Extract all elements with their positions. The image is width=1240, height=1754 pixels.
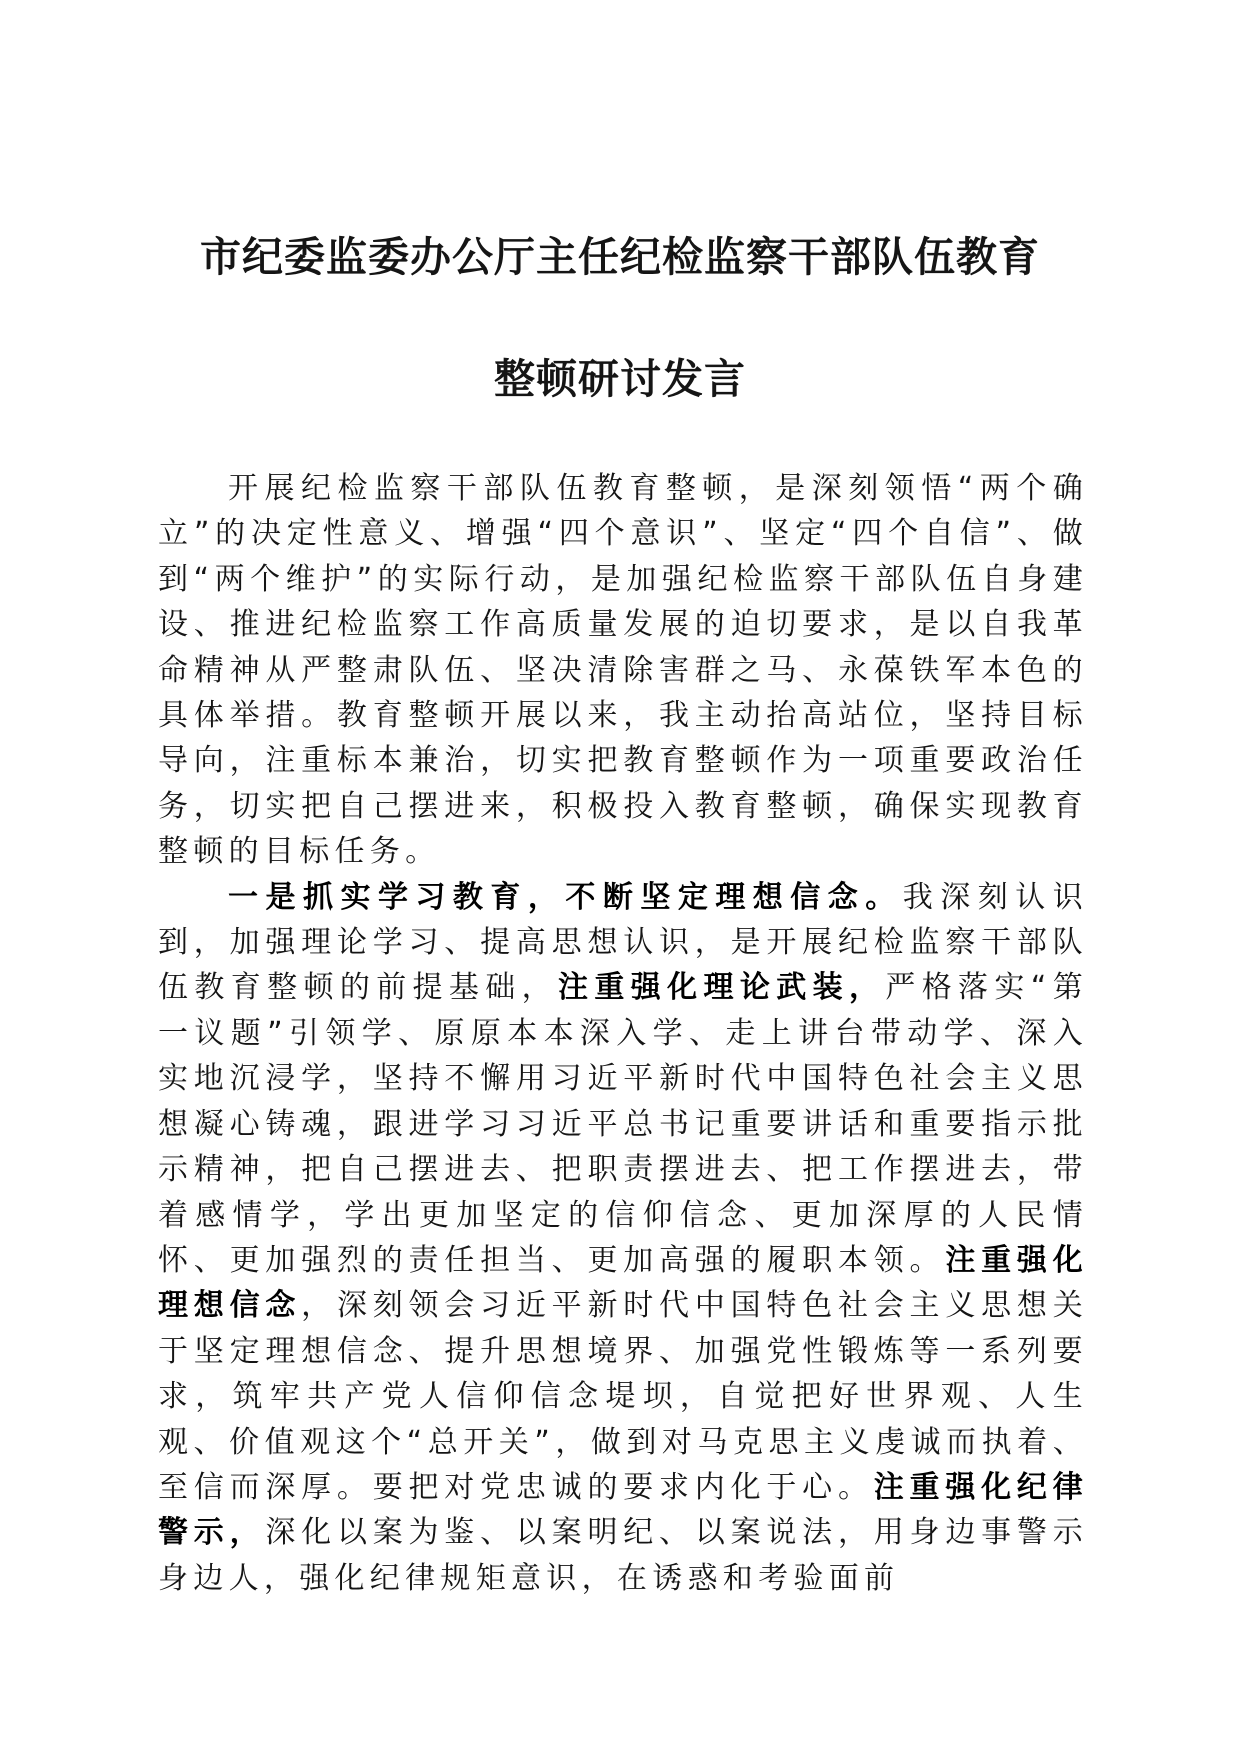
section-one-text-4: 深化以案为鉴、以案明纪、以案说法，用身边事警示身边人，强化纪律规矩意识，在诱惑和考验面前 [158, 1515, 1088, 1596]
document-title-line-1: 市纪委监委办公厅主任纪检监察干部队伍教育 [200, 233, 1040, 281]
section-one-heading: 一是抓实学习教育，不断坚定理想信念。 [228, 879, 903, 915]
section-one-paragraph [158, 875, 1088, 1602]
ideals-beliefs-heading: 注重强化理想信念 [158, 1242, 1088, 1324]
intro-paragraph: 开展纪检监察干部队伍教育整顿，是深刻领悟“两个确立”的决定性意义、增强“四个意识”、坚定“四个自信”、做到“两个维护”的实际行动，是加强纪检监察干部队伍自身建设、推进纪检监察工作高质量发展的迫切要求，是以自我革命精神从严整肃队伍、坚决清除害群之马、永葆铁军本色的具体举措。教育整顿开展以来，我主动抬高站位，坚持目标导向，注重标本兼治，切实把教育整顿作为一项重要政治任务，切实把自己摆进来，积极投入教育整顿，确保实现教育整顿的目标任务。 [158, 471, 1088, 870]
section-one-text-3: ，深刻领会习近平新时代中国特色社会主义思想关于坚定理想信念、提升思想境界、加强党性锻炼等一系列要求，筑牢共产党人信仰信念堤坝，自觉把好世界观、人生观、价值观这个“总开关”，做到对马克思主义虔诚而执着、至信而深厚。要把对党忠诚的要求内化于心。 [158, 1288, 1088, 1505]
document-title-line-2: 整顿研讨发言 [494, 355, 746, 403]
section-one-text-2: 严格落实“第一议题”引领学、原原本本深入学、走上讲台带动学、深入实地沉浸学，坚持不懈用习近平新时代中国特色社会主义思想凝心铸魂，跟进学习习近平总书记重要讲话和重要指示批示精神，把自己摆进去、把职责摆进去、把工作摆进去，带着感情学，学出更加坚定的信仰信念、更加深厚的人民情怀、更加强烈的责任担当、更加高强的履职本领。 [158, 970, 1088, 1278]
document-body [158, 466, 1088, 1601]
section-one-text-1: 我深刻认识到，加强理论学习、提高思想认识，是开展纪检监察干部队伍教育整顿的前提基础， [158, 879, 1088, 1006]
discipline-warning-heading: 注重强化纪律警示， [158, 1469, 1088, 1551]
theory-armament-heading: 注重强化理论武装， [558, 970, 886, 1006]
